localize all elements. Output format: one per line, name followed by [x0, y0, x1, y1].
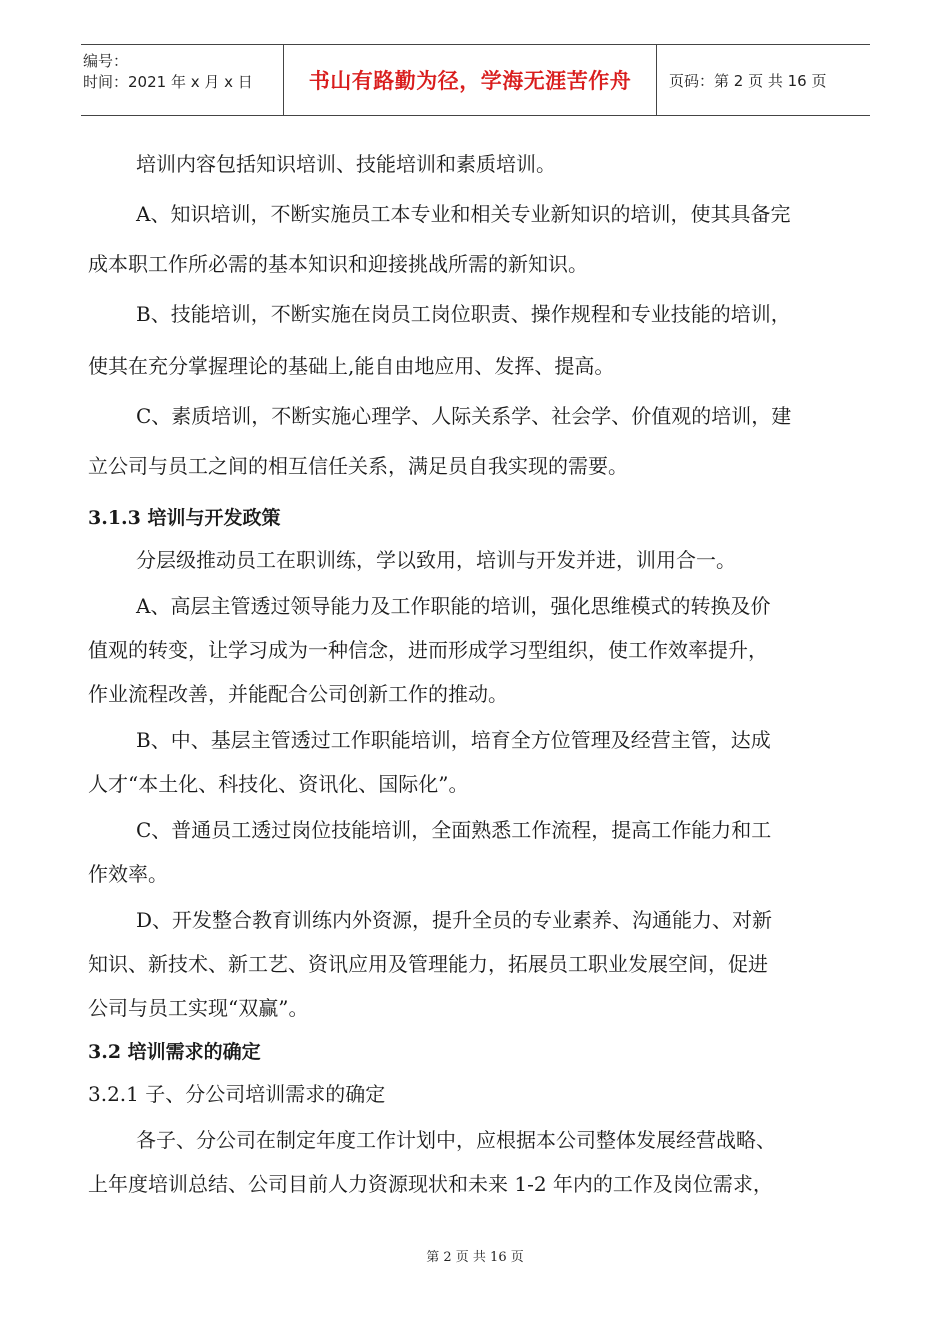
paragraph-line: D、开发整合教育训练内外资源，提升全员的专业素养、沟通能力、对新: [136, 908, 773, 932]
paragraph-line: 培训内容包括知识培训、技能培训和素质培训。: [136, 152, 556, 176]
paragraph-line: B、中、基层主管透过工作职能培训，培育全方位管理及经营主管，达成: [136, 728, 771, 752]
paragraph-line: A、高层主管透过领导能力及工作职能的培训，强化思维模式的转换及价: [136, 594, 771, 618]
paragraph-line: 分层级推动员工在职训练，学以致用，培训与开发并进，训用合一。: [136, 548, 736, 572]
header-motto: [283, 45, 657, 115]
section-heading: 3.2 培训需求的确定: [88, 1041, 261, 1063]
paragraph-line: 公司与员工实现“双赢”。: [88, 996, 309, 1020]
paragraph-line: 人才“本土化、科技化、资讯化、国际化”。: [88, 772, 469, 796]
page-info-text: 页码：第 2 页 共 16 页: [669, 71, 827, 90]
document-number-label: 编号：: [83, 52, 129, 70]
paragraph-line: 成本职工作所必需的基本知识和迎接挑战所需的新知识。: [88, 252, 588, 276]
paragraph-line: 作业流程改善，并能配合公司创新工作的推动。: [88, 682, 508, 706]
paragraph-line: B、技能培训，不断实施在岗员工岗位职责、操作规程和专业技能的培训，: [136, 302, 791, 326]
motto-text: 书山有路勤为径，学海无涯苦作舟: [308, 69, 632, 93]
section-heading: 3.1.3 培训与开发政策: [88, 507, 281, 529]
paragraph-line: 知识、新技术、新工艺、资讯应用及管理能力，拓展员工职业发展空间，促进: [88, 952, 768, 976]
subsection-heading: 3.2.1 子、分公司培训需求的确定: [88, 1082, 386, 1106]
header-page-info: [657, 45, 870, 115]
header-meta: [81, 45, 283, 115]
paragraph-line: 值观的转变，让学习成为一种信念，进而形成学习型组织，使工作效率提升，: [88, 638, 768, 662]
paragraph-line: A、知识培训，不断实施员工本专业和相关专业新知识的培训，使其具备完: [136, 202, 791, 226]
paragraph-line: 作效率。: [88, 862, 168, 886]
paragraph-line: 立公司与员工之间的相互信任关系，满足员自我实现的需要。: [88, 454, 628, 478]
paragraph-line: C、普通员工透过岗位技能培训，全面熟悉工作流程，提高工作能力和工: [136, 818, 772, 842]
page-header: [81, 44, 870, 116]
paragraph-line: 使其在充分掌握理论的基础上,能自由地应用、发挥、提高。: [88, 354, 615, 378]
document-date: 时间：2021 年 x 月 x 日: [83, 73, 253, 91]
page-footer: [0, 1246, 950, 1265]
paragraph-line: C、素质培训，不断实施心理学、人际关系学、社会学、价值观的培训，建: [136, 404, 792, 428]
paragraph-line: 各子、分公司在制定年度工作计划中，应根据本公司整体发展经营战略、: [136, 1128, 776, 1152]
paragraph-line: 上年度培训总结、公司目前人力资源现状和未来 1-2 年内的工作及岗位需求，: [88, 1172, 773, 1196]
footer-page-number: 第 2 页 共 16 页: [426, 1250, 524, 1265]
